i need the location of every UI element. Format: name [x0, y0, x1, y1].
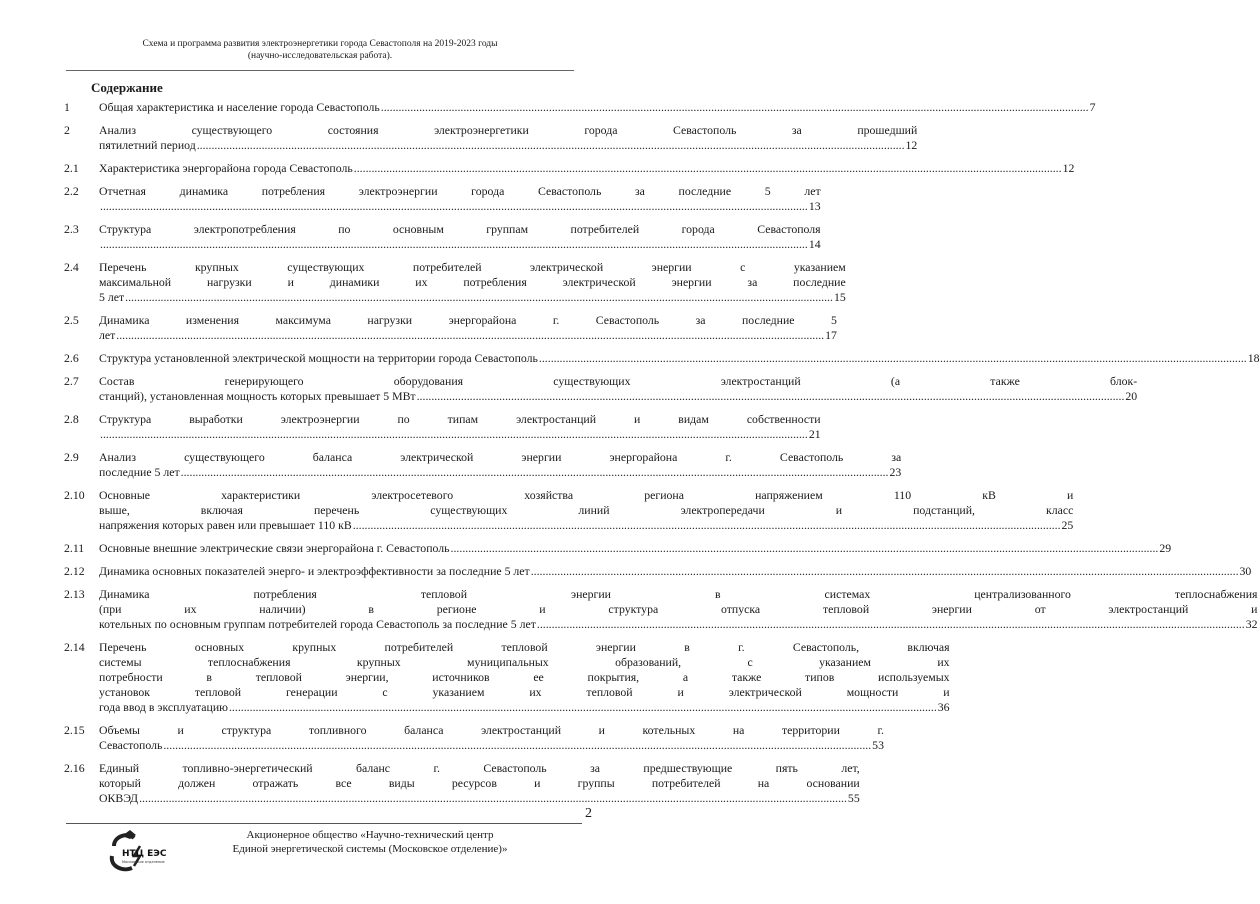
toc-entry-text: Анализ существующего баланса электрической энергии энергорайона г. Севастополь за: [99, 450, 902, 464]
page-number: 2: [585, 806, 592, 821]
toc-entry-text: Анализ существующего состояния электроэнергетики города Севастополь за прошедший: [99, 123, 918, 137]
toc-entry-text: котельных по основным группам потребителей города Севастополь за последние 5 лет: [99, 617, 536, 631]
toc-entry-number: 2.16: [64, 761, 85, 775]
toc-entry-text: пятилетний период: [99, 138, 196, 152]
toc-entry-text: Структура установленной электрической мощности на территории города Севастополь: [99, 351, 538, 365]
logo-text: НТЦ ЕЭС: [122, 849, 167, 859]
toc-entry-body: [99, 541, 1171, 556]
toc-entry-text: Общая характеристика и население города Севастополь: [99, 100, 380, 114]
header-line-1: Схема и программа развития электроэнергетики города Севастополя на 2019-2023 годы: [142, 39, 498, 49]
toc-page-number: 53: [872, 738, 884, 752]
toc-entry-body: [99, 161, 1074, 176]
toc-entry[interactable]: [64, 564, 1252, 579]
toc-page-number: 21: [808, 427, 821, 441]
toc-entry[interactable]: [64, 374, 1138, 404]
toc-entry[interactable]: [64, 450, 902, 480]
toc-page-number: 17: [825, 328, 837, 342]
header-line-2: (научно-исследовательская работа).: [247, 51, 393, 61]
toc-page-number: 32: [1245, 617, 1258, 631]
toc-entry-body: [99, 450, 901, 480]
toc-entry-text: последние 5 лет: [99, 465, 180, 479]
toc-entry[interactable]: [64, 313, 837, 343]
toc-entry-number: 2.6: [64, 351, 79, 365]
footer-line-2: Единой энергетической системы (Московское отделение)»: [232, 843, 508, 855]
dot-leader: [353, 518, 1061, 533]
toc-entry-text: который должен отражать все виды ресурсов и группы потребителей на основании: [99, 776, 860, 790]
toc-page-number: 12: [905, 138, 918, 152]
toc-entry-text: лет: [99, 328, 116, 342]
toc-entry-number: 2.1: [64, 161, 79, 175]
toc-entry-number: 2.5: [64, 313, 79, 327]
toc-entry[interactable]: [64, 123, 918, 153]
toc-page-number: 55: [847, 791, 860, 805]
toc-entry-text: 5 лет: [99, 290, 125, 304]
dot-leader: [537, 617, 1245, 632]
toc-entry-text: Динамика основных показателей энерго- и электроэффективности за последние 5 лет: [99, 564, 530, 578]
dot-leader: [531, 564, 1239, 579]
dot-leader: [354, 161, 1062, 176]
toc-page-number: 13: [808, 199, 821, 213]
dot-leader: [100, 237, 808, 252]
toc-entry-text: Структура электропотребления по основным группам потребителей города Севастополя: [99, 222, 821, 236]
header-rule: [66, 70, 574, 71]
toc-entry-text: (при их наличии) в регионе и структура отпуска тепловой энергии от электростанций и: [99, 602, 1258, 616]
toc-page-number: 30: [1239, 564, 1252, 578]
toc-entry-body: [99, 260, 846, 305]
footer-line-1: Акционерное общество «Научно-технический центр: [246, 829, 494, 841]
toc-entry-text: станций), установленная мощность которых превышает 5 МВт: [99, 389, 416, 403]
dot-leader: [417, 389, 1125, 404]
toc-entry-number: 2.10: [64, 488, 85, 502]
toc-entry-text: Основные характеристики электросетевого хозяйства региона напряжением 110 кВ и: [99, 488, 1074, 502]
toc-entry[interactable]: [64, 640, 950, 715]
toc-entry-number: 2.7: [64, 374, 79, 388]
toc-entry-number: 2.2: [64, 184, 79, 198]
toc-entry-number: 2.8: [64, 412, 79, 426]
toc-entry-number: 2.15: [64, 723, 85, 737]
toc-page-number: 23: [889, 465, 902, 479]
toc-entry-body: [99, 100, 1095, 115]
toc-entry-body: [99, 761, 860, 806]
toc-title: Содержание: [91, 80, 163, 95]
toc-entry-text: года ввод в эксплуатацию: [99, 700, 228, 714]
toc-entry-text: Динамика потребления тепловой энергии в системах централизованного теплоснабжения: [99, 587, 1258, 601]
toc-entry-text: Единый топливно-энергетический баланс г. Севастополь за предшествующие пять лет,: [99, 761, 860, 775]
toc-entry-text: Объемы и структура топливного баланса электростанций и котельных на территории г.: [99, 723, 884, 737]
toc-entry-body: [99, 123, 917, 153]
dot-leader: [116, 328, 824, 343]
toc-entry-body: [99, 723, 884, 753]
toc-page-number: 14: [808, 237, 821, 251]
toc-entry[interactable]: [64, 161, 1075, 176]
toc-entry-text: системы теплоснабжения крупных муниципальных образований, с указанием их: [99, 655, 950, 669]
dot-leader: [181, 465, 889, 480]
table-of-contents: [64, 97, 1260, 806]
toc-entry-text: Динамика изменения максимума нагрузки энергорайона г. Севастополь за последние 5: [99, 313, 837, 327]
toc-entry-number: 2.4: [64, 260, 79, 274]
toc-entry-body: [99, 313, 837, 343]
toc-entry[interactable]: [64, 222, 821, 252]
toc-entry[interactable]: [64, 541, 1172, 556]
dot-leader: [197, 138, 905, 153]
toc-entry[interactable]: [64, 351, 1260, 366]
toc-entry-text: ОКВЭД: [99, 791, 139, 805]
toc-entry-body: [99, 640, 950, 715]
toc-entry[interactable]: [64, 723, 884, 753]
dot-leader: [381, 100, 1089, 115]
toc-entry-body: [99, 184, 821, 214]
toc-entry-number: 2.11: [64, 541, 85, 555]
footer-rule: [66, 823, 582, 824]
toc-page-number: 36: [937, 700, 950, 714]
document-header: [60, 38, 580, 62]
dot-leader: [163, 738, 871, 753]
toc-entry-text: выше, включая перечень существующих линий электропередачи и подстанций, класс: [99, 503, 1074, 517]
toc-page-number: 18: [1247, 351, 1260, 365]
toc-entry-body: [99, 412, 821, 442]
footer: [200, 828, 540, 856]
logo-subtext: Московское отделение: [122, 860, 165, 864]
toc-entry-text: Перечень основных крупных потребителей тепловой энергии в г. Севастополь, включая: [99, 640, 950, 654]
toc-entry-body: [99, 488, 1073, 533]
ntc-ees-logo-icon: [100, 826, 170, 878]
toc-entry-text: установок тепловой генерации с указанием их тепловой и электрической мощности и: [99, 685, 950, 699]
dot-leader: [100, 199, 808, 214]
toc-entry-text: напряжения которых равен или превышает 110 кВ: [99, 518, 352, 532]
toc-entry[interactable]: [64, 761, 860, 806]
toc-entry-text: Отчетная динамика потребления электроэнергии города Севастополь за последние 5 лет: [99, 184, 821, 198]
dot-leader: [451, 541, 1159, 556]
toc-entry[interactable]: [64, 587, 1258, 632]
dot-leader: [100, 427, 808, 442]
toc-entry[interactable]: [64, 184, 821, 214]
toc-entry-text: Структура выработки электроэнергии по типам электростанций и видам собственности: [99, 412, 821, 426]
dot-leader: [139, 791, 847, 806]
toc-page-number: 20: [1125, 389, 1138, 403]
toc-entry[interactable]: [64, 100, 1096, 115]
toc-entry-text: Основные внешние электрические связи энергорайона г. Севастополь: [99, 541, 450, 555]
dot-leader: [229, 700, 937, 715]
toc-page-number: 7: [1089, 100, 1096, 114]
toc-page-number: 29: [1159, 541, 1172, 555]
toc-entry-number: 2.9: [64, 450, 79, 464]
toc-entry-number: 2.13: [64, 587, 85, 601]
toc-page-number: 25: [1061, 518, 1074, 532]
toc-entry-body: [99, 564, 1251, 579]
toc-entry-text: Севастополь: [99, 738, 163, 752]
toc-entry[interactable]: [64, 488, 1074, 533]
toc-entry-body: [99, 587, 1257, 632]
toc-entry-text: Состав генерирующего оборудования существующих электростанций (а также блок-: [99, 374, 1138, 388]
toc-entry[interactable]: [64, 412, 821, 442]
toc-entry-body: [99, 374, 1137, 404]
toc-entry-number: 2.14: [64, 640, 85, 654]
toc-entry-number: 2.3: [64, 222, 79, 236]
toc-entry-text: Характеристика энергорайона города Севастополь: [99, 161, 353, 175]
toc-entry-number: 2: [64, 123, 70, 137]
toc-entry[interactable]: [64, 260, 846, 305]
toc-entry-text: Перечень крупных существующих потребителей электрической энергии с указанием: [99, 260, 846, 274]
toc-entry-number: 1: [64, 100, 70, 114]
toc-entry-number: 2.12: [64, 564, 85, 578]
toc-entry-body: [99, 222, 821, 252]
toc-page-number: 15: [833, 290, 846, 304]
toc-page-number: 12: [1062, 161, 1075, 175]
dot-leader: [539, 351, 1247, 366]
toc-entry-text: потребности в тепловой энергии, источников ее покрытия, а также типов используемых: [99, 670, 950, 684]
toc-entry-text: максимальной нагрузки и динамики их потребления электрической энергии за последние: [99, 275, 846, 289]
dot-leader: [125, 290, 833, 305]
toc-entry-body: [99, 351, 1260, 366]
